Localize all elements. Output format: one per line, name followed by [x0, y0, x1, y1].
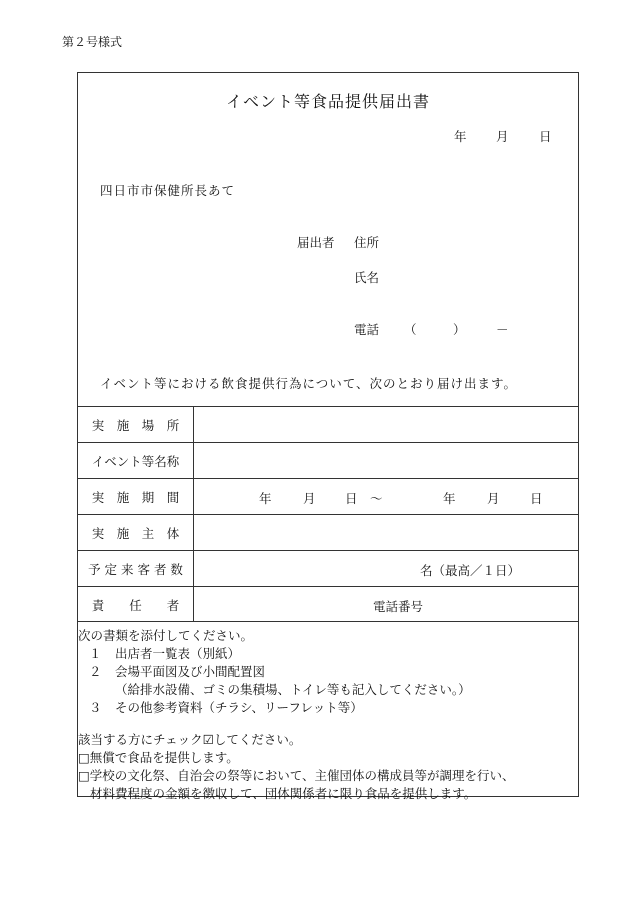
period-day-start: 日 — [345, 491, 358, 506]
attachment-number-2: ２ — [89, 664, 102, 679]
venue-field[interactable] — [194, 407, 579, 443]
period-year-start: 年 — [259, 491, 272, 506]
name-label: 氏名 — [354, 270, 380, 285]
period-month-start: 月 — [303, 491, 316, 506]
period-label: 実 施 期 間 — [78, 479, 194, 515]
check-option-school-festival-continued: 材料費程度の金額を徴収して、団体関係者に限り食品を提供します。 — [90, 786, 477, 801]
phone-number-label: 電話番号 — [373, 599, 424, 614]
date-day: 日 — [539, 129, 552, 144]
check-intro: 該当する方にチェック☑してください。 — [78, 732, 302, 747]
table-row — [78, 479, 578, 515]
period-day-end: 日 — [530, 491, 543, 506]
attachment-number-1: １ — [89, 646, 102, 661]
attachment-item-1: 出店者一覧表（別紙） — [115, 646, 241, 661]
period-year-end: 年 — [443, 491, 456, 506]
visitors-label: 予 定 来 客 者 数 — [78, 551, 194, 587]
address-label: 住所 — [354, 235, 380, 250]
event-info-table — [78, 406, 578, 622]
organizer-label: 実 施 主 体 — [78, 515, 194, 551]
phone-label: 電話 — [354, 322, 380, 337]
notifier-heading: 届出者 — [297, 235, 335, 250]
attachments-intro: 次の書類を添付してください。 — [78, 628, 254, 643]
attachment-item-2: 会場平面図及び小間配置図 — [115, 664, 266, 679]
table-row — [78, 407, 578, 443]
statement-text: イベント等における飲食提供行為について、次のとおり届け出ます。 — [100, 376, 518, 391]
organizer-field[interactable] — [194, 515, 579, 551]
venue-label: 実 施 場 所 — [78, 407, 194, 443]
phone-open-paren: （ — [404, 322, 417, 337]
date-year: 年 — [454, 129, 467, 144]
event-name-label: イベント等名称 — [78, 443, 194, 479]
check-option-school-festival[interactable]: □学校の文化祭、自治会の祭等において、主催団体の構成員等が調理を行い、 — [78, 768, 515, 783]
attachment-item-2-note: （給排水設備、ゴミの集積場、トイレ等も記入してください。） — [115, 682, 471, 697]
attachments-section — [78, 621, 578, 801]
attachment-item-3: その他参考資料（チラシ、リーフレット等） — [115, 700, 363, 715]
table-row — [78, 443, 578, 479]
responsible-person-label: 責 任 者 — [78, 587, 194, 623]
check-option-free-provision[interactable]: □無償で食品を提供します。 — [78, 750, 239, 765]
form-number-label: 第２号様式 — [62, 35, 123, 49]
attachment-number-3: ３ — [89, 700, 102, 715]
event-name-field[interactable] — [194, 443, 579, 479]
addressee: 四日市市保健所長あて — [100, 183, 236, 198]
period-tilde: ～ — [370, 491, 383, 506]
date-month: 月 — [496, 129, 509, 144]
table-row — [78, 515, 578, 551]
form-frame — [77, 72, 579, 801]
visitors-suffix: 名（最高／１日） — [420, 563, 521, 578]
period-field[interactable] — [194, 479, 579, 515]
responsible-person-field[interactable] — [194, 587, 579, 623]
table-row — [78, 551, 578, 587]
phone-dash: － — [496, 322, 509, 337]
period-month-end: 月 — [487, 491, 500, 506]
form-title: イベント等食品提供届出書 — [225, 92, 430, 111]
table-row — [78, 587, 578, 623]
visitors-field[interactable] — [194, 551, 579, 587]
phone-close-paren: ） — [453, 322, 466, 337]
